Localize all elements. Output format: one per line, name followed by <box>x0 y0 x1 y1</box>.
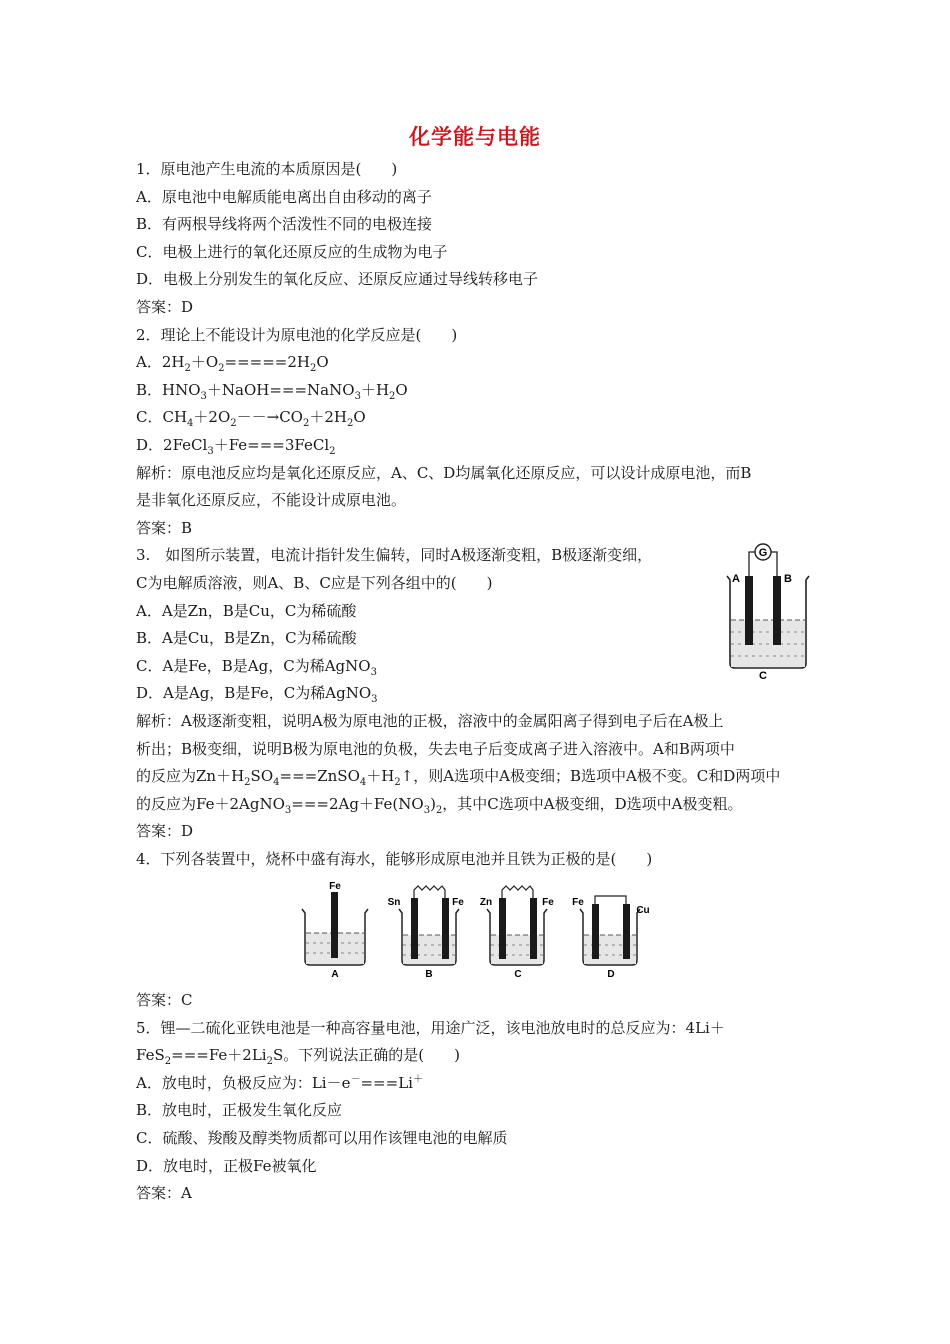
q2-analysis-line2: 是非氧化还原反应，不能设计成原电池。 <box>136 491 407 509</box>
q3-analysis-line2: 析出；B极变细，说明B极为原电池的负极，失去电子后变成离子进入溶液中。A和B两项中 <box>136 740 735 758</box>
q3-option-c: C．A是Fe，B是Ag，C为稀AgNO$_3$ <box>136 657 377 678</box>
q1-option-b: B．有两根导线将两个活泼性不同的电极连接 <box>136 215 433 233</box>
q4-cell-d <box>572 896 650 980</box>
q4-cell-c <box>480 886 554 980</box>
q3-electrode-b <box>773 576 781 645</box>
q3-fig-a-label: A <box>732 573 740 585</box>
q3-cell-diagram <box>715 540 820 685</box>
q3-stem-line1: 3. 如图所示装置，电流计指针发生偏转，同时A极逐渐变粗，B极逐渐变细， <box>136 546 653 564</box>
q2-option-c: C．$CH_4+2O_2--\to CO_2+2H_2O$ <box>136 408 366 429</box>
q1-option-d: D．电极上分别发生的氧化反应、还原反应通过导线转移电子 <box>136 270 539 288</box>
q2-option-b: B．$HNO_3+NaOH===NaNO_3+H_2O$ <box>136 381 408 402</box>
q3-analysis-line4: 的反应为$Fe+2AgNO_3===2Ag+Fe(NO_3)_2$，其中C选项中A极变细，D选项中A极变粗。 <box>136 795 743 816</box>
q4-cell-b <box>388 886 465 980</box>
q5-option-d: D．放电时，正极Fe被氧化 <box>136 1157 317 1175</box>
q4-c-label: C <box>514 969 522 980</box>
q1-stem: 1．原电池产生电流的本质原因是( ) <box>136 160 398 178</box>
q3-electrode-a <box>745 576 753 645</box>
q3-fig-g-label: G <box>758 547 768 559</box>
q2-answer: 答案：B <box>136 519 193 537</box>
q4-b-left-label: Sn <box>387 897 401 908</box>
q2-option-a: A．$2H_2+O_2=====2H_2O$ <box>136 353 329 374</box>
q3-stem-line2: C为电解质溶液，则A、B、C应是下列各组中的( ) <box>136 574 493 592</box>
q5-answer: 答案：A <box>136 1184 192 1202</box>
q4-b-right-label: Fe <box>452 897 464 908</box>
q4-c-left-label: Zn <box>479 897 493 908</box>
q4-a-label: A <box>331 969 339 980</box>
q5-stem-line1: 5．锂—二硫化亚铁电池是一种高容量电池，用途广泛，该电池放电时的总反应为：4Li＋ <box>136 1019 725 1037</box>
q4-d-label: D <box>607 969 615 980</box>
q3-fig-c-label: C <box>759 670 767 682</box>
q4-d-left-label: Fe <box>572 897 584 908</box>
q3-option-a: A．A是Zn，B是Cu，C为稀硫酸 <box>136 602 357 620</box>
q3-answer: 答案：D <box>136 822 194 840</box>
q4-a-electrode-label: Fe <box>329 881 341 892</box>
q5-stem-line2: $FeS_2===Fe+2Li_2S$。下列说法正确的是( ) <box>136 1046 460 1067</box>
q3-analysis-line1: 解析：A极逐渐变粗，说明A极为原电池的正极，溶液中的金属阳离子得到电子后在A极上 <box>136 712 724 730</box>
q3-option-b: B．A是Cu，B是Zn，C为稀硫酸 <box>136 629 357 647</box>
q5-option-c: C．硫酸、羧酸及醇类物质都可以用作该锂电池的电解质 <box>136 1129 508 1147</box>
q4-b-label: B <box>425 969 433 980</box>
q1-option-a: A．原电池中电解质能电离出自由移动的离子 <box>136 188 432 206</box>
q3-fig-b-label: B <box>784 573 792 585</box>
q5-option-b: B．放电时，正极发生氧化反应 <box>136 1101 343 1119</box>
q2-stem: 2．理论上不能设计为原电池的化学反应是( ) <box>136 326 458 344</box>
q5-option-a: A．放电时，负极反应为：Li－e－===Li＋ <box>136 1074 423 1092</box>
q1-option-c: C．电极上进行的氧化还原反应的生成物为电子 <box>136 243 448 261</box>
q4-cell-a <box>302 881 368 980</box>
q3-analysis-line3: 的反应为$Zn+H_2SO_4===ZnSO_4+H_2↑$，则A选项中A极变细；B选项中A极不变。C和D两项中 <box>136 767 781 788</box>
q4-d-right-label: Cu <box>636 905 650 916</box>
page-title: 化学能与电能 <box>409 125 541 149</box>
q2-analysis-line1: 解析：原电池反应均是氧化还原反应，A、C、D均属氧化还原反应，可以设计成原电池，而B <box>136 464 752 482</box>
q4-c-right-label: Fe <box>542 897 554 908</box>
q1-answer: 答案：D <box>136 298 194 316</box>
q3-option-d: D．A是Ag，B是Fe，C为稀AgNO$_3$ <box>136 684 378 705</box>
q2-option-d: D．2FeCl$_3$＋Fe===3FeCl$_2$ <box>136 436 336 457</box>
q4-answer: 答案：C <box>136 991 193 1009</box>
q4-stem: 4．下列各装置中，烧杯中盛有海水，能够形成原电池并且铁为正极的是( ) <box>136 850 653 868</box>
q4-cells-diagram <box>300 876 670 984</box>
